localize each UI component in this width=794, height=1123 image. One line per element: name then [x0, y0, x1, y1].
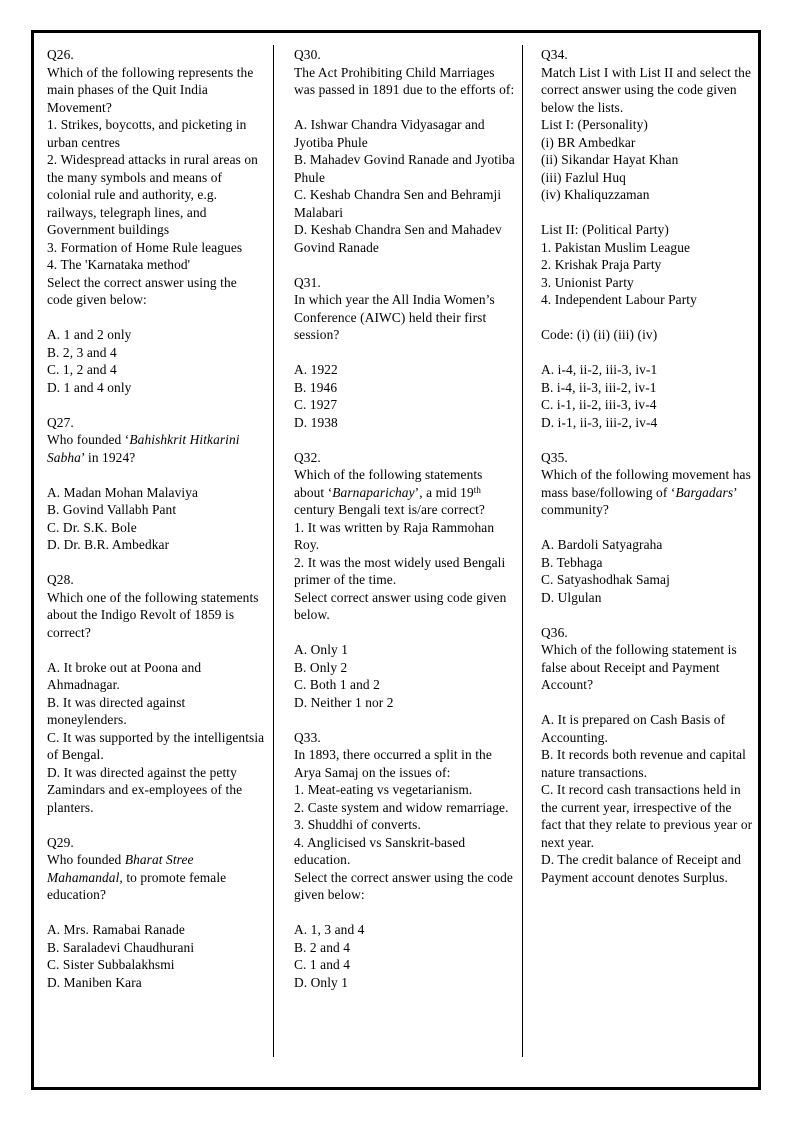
option: D. Maniben Kara	[47, 974, 142, 990]
blank-line	[47, 904, 265, 922]
question-text: Which of the following statements about ‘Barnaparichay’, a mid 19th century Bengali text is/are correct?	[294, 467, 485, 517]
question-q31	[294, 274, 515, 432]
column-2	[273, 33, 521, 1087]
blank-line	[47, 309, 265, 327]
option: D. 1 and 4 only	[47, 379, 132, 395]
blank-line	[47, 466, 265, 484]
option: C. Both 1 and 2	[294, 677, 380, 692]
option: A. 1922	[294, 362, 338, 377]
option: C. 1927	[294, 397, 338, 412]
question-q27	[47, 414, 265, 554]
option: A. Madan Mohan Malaviya	[47, 484, 199, 500]
option: C. Keshab Chandra Sen and Behramji Malabari	[294, 187, 502, 220]
option: C. It was supported by the intelligentsia of Bengal.	[47, 729, 265, 762]
question-text: Which one of the following statements about the Indigo Revolt of 1859 is correct?	[47, 589, 259, 640]
option: D. It was directed against the petty Zamindars and ex-employees of the planters.	[47, 764, 243, 815]
option: A. Bardoli Satyagraha	[541, 537, 663, 552]
question-text: In which year the All India Women’s Conference (AIWC) held their first session?	[294, 292, 495, 342]
blank-line	[541, 309, 753, 327]
option: C. 1, 2 and 4	[47, 362, 117, 377]
option: A. Only 1	[294, 642, 349, 657]
option: C. Satyashodhak Samaj	[541, 572, 670, 587]
option: B. It was directed against moneylenders.	[47, 694, 186, 727]
option: C. Dr. S.K. Bole	[47, 519, 137, 535]
blank-line	[47, 641, 265, 659]
question-text: Code: (i) (ii) (iii) (iv)	[541, 327, 658, 342]
option: D. Keshab Chandra Sen and Mahadev Govind Ranade	[294, 222, 502, 255]
question-text: 2. Widespread attacks in rural areas on the many symbols and means of colonial rule and authority, e.g. railways, telegraph lines, and Government buildings	[47, 152, 258, 237]
question-text: Select the correct answer using the code given below:	[47, 274, 237, 307]
option: C. It record cash transactions held in the current year, irrespective of the fact that they relate to previous year or next year.	[541, 782, 753, 850]
option: B. Mahadev Govind Ranade and Jyotiba Phule	[294, 152, 515, 185]
question-number: Q26.	[47, 47, 74, 62]
question-text: Who founded ‘Bahishkrit Hitkarini Sabha’ in 1924?	[47, 432, 240, 465]
column-3	[521, 33, 758, 1087]
question-text: 3. Shuddhi of converts.	[294, 817, 421, 832]
question-number: Q27.	[47, 414, 74, 430]
question-number: Q31.	[294, 274, 321, 290]
option: D. Only 1	[294, 974, 349, 990]
question-q35	[541, 449, 753, 607]
question-q36	[541, 624, 753, 887]
blank-line	[294, 99, 515, 117]
option: A. Ishwar Chandra Vidyasagar and Jyotiba Phule	[294, 117, 485, 150]
question-q29	[47, 834, 265, 992]
question-q32	[294, 449, 515, 712]
question-text: (i) BR Ambedkar	[541, 134, 636, 150]
question-number: Q34.	[541, 47, 568, 62]
option: B. 1946	[294, 379, 338, 395]
question-number: Q35.	[541, 449, 568, 465]
option: B. Govind Vallabh Pant	[47, 502, 177, 517]
question-number: Q29.	[47, 834, 74, 850]
option: A. It broke out at Poona and Ahmadnagar.	[47, 659, 202, 692]
question-text: (iv) Khaliquzzaman	[541, 187, 650, 202]
option: D. 1938	[294, 414, 338, 430]
option: B. Only 2	[294, 659, 348, 675]
option: A. i-4, ii-2, iii-3, iv-1	[541, 362, 658, 377]
question-number: Q30.	[294, 47, 321, 62]
question-text: (ii) Sikandar Hayat Khan	[541, 152, 679, 167]
question-text: 4. Independent Labour Party	[541, 292, 697, 307]
question-q30	[294, 46, 515, 256]
blank-line	[294, 624, 515, 642]
question-number: Q32.	[294, 449, 321, 465]
question-text: 2. It was the most widely used Bengali primer of the time.	[294, 554, 506, 587]
columns	[34, 33, 758, 1087]
question-text: (iii) Fazlul Huq	[541, 169, 626, 185]
column-1	[34, 33, 273, 1087]
option: B. 2 and 4	[294, 939, 351, 955]
option: A. Mrs. Ramabai Ranade	[47, 922, 185, 937]
option: D. i-1, ii-3, iii-2, iv-4	[541, 414, 658, 430]
blank-line	[541, 204, 753, 222]
question-q34	[541, 46, 753, 431]
question-text: 1. Meat-eating vs vegetarianism.	[294, 782, 473, 797]
option: B. It records both revenue and capital nature transactions.	[541, 747, 746, 780]
option: A. 1 and 2 only	[47, 327, 132, 342]
option: A. It is prepared on Cash Basis of Accounting.	[541, 712, 726, 745]
question-text: Who founded Bharat Stree Mahamandal, to promote female education?	[47, 852, 227, 902]
question-number: Q28.	[47, 572, 74, 587]
blank-line	[541, 694, 753, 712]
question-text: 3. Formation of Home Rule leagues	[47, 239, 243, 255]
question-number: Q33.	[294, 729, 321, 745]
question-text: Which of the following represents the main phases of the Quit India Movement?	[47, 64, 254, 115]
option: B. Tebhaga	[541, 554, 603, 570]
option: D. Dr. B.R. Ambedkar	[47, 537, 170, 552]
question-text: Which of the following movement has mass base/following of ‘Bargadars’ community?	[541, 467, 751, 517]
column-divider-2	[522, 45, 523, 1057]
question-text: 2. Krishak Praja Party	[541, 257, 662, 272]
question-q26	[47, 46, 265, 396]
option: D. Ulgulan	[541, 589, 602, 605]
option: D. Neither 1 nor 2	[294, 694, 394, 710]
question-text: 1. Pakistan Muslim League	[541, 239, 691, 255]
question-q28	[47, 571, 265, 816]
question-text: The Act Prohibiting Child Marriages was passed in 1891 due to the efforts of:	[294, 64, 515, 97]
question-number: Q36.	[541, 624, 568, 640]
question-text: List I: (Personality)	[541, 117, 648, 132]
question-text: 4. The 'Karnataka method'	[47, 257, 191, 272]
option: D. The credit balance of Receipt and Payment account denotes Surplus.	[541, 852, 742, 885]
blank-line	[294, 904, 515, 922]
option: A. 1, 3 and 4	[294, 922, 365, 937]
blank-line	[294, 344, 515, 362]
question-text: 1. It was written by Raja Rammohan Roy.	[294, 519, 495, 552]
option: C. Sister Subbalakhsmi	[47, 957, 175, 972]
question-text: Select correct answer using code given below.	[294, 589, 507, 622]
page-border	[31, 30, 761, 1090]
option: C. i-1, ii-2, iii-3, iv-4	[541, 397, 657, 412]
option: B. Saraladevi Chaudhurani	[47, 939, 195, 955]
question-text: List II: (Political Party)	[541, 222, 669, 237]
question-text: 2. Caste system and widow remarriage.	[294, 799, 509, 815]
question-text: 1. Strikes, boycotts, and picketing in urban centres	[47, 117, 247, 150]
column-divider-1	[273, 45, 274, 1057]
question-text: In 1893, there occurred a split in the Arya Samaj on the issues of:	[294, 747, 492, 780]
option: C. 1 and 4	[294, 957, 351, 972]
option: B. 2, 3 and 4	[47, 344, 117, 360]
question-text: 4. Anglicised vs Sanskrit-based education.	[294, 834, 466, 867]
option: B. i-4, ii-3, iii-2, iv-1	[541, 379, 657, 395]
question-text: Match List I with List II and select the correct answer using the code given below the lists.	[541, 64, 752, 115]
question-text: Select the correct answer using the code given below:	[294, 869, 513, 902]
blank-line	[541, 344, 753, 362]
question-text: Which of the following statement is false about Receipt and Payment Account?	[541, 642, 737, 692]
question-q33	[294, 729, 515, 992]
question-text: 3. Unionist Party	[541, 274, 634, 290]
blank-line	[541, 519, 753, 537]
